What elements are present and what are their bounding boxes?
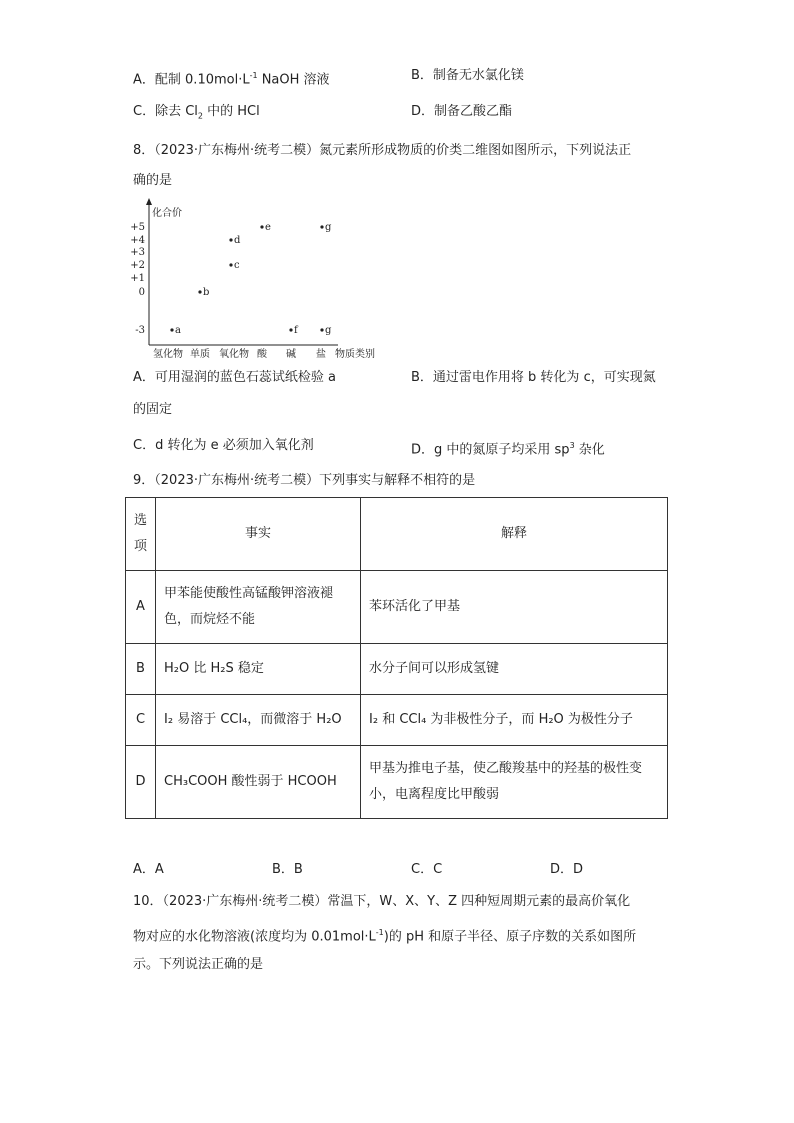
q9-option-a: A．A <box>133 862 164 877</box>
row-option: C <box>126 695 156 746</box>
y-tick-label: +3 <box>130 247 145 258</box>
q9-option-d: D．D <box>550 862 584 877</box>
y-tick-label: +4 <box>130 235 145 246</box>
row-explain-l1: 甲基为推电子基，使乙酸羧基中的羟基的极性变 <box>369 761 643 776</box>
header-option-l2: 项 <box>134 539 148 554</box>
q8-option-b: B．通过雷电作用将 b 转化为 c，可实现氮 <box>411 370 656 385</box>
x-tick-label: 盐 <box>316 349 326 360</box>
q9-stem: 9．（2023·广东梅州·统考二模）下列事实与解释不相符的是 <box>133 473 476 488</box>
row-option: D <box>126 746 156 819</box>
data-point <box>289 328 292 331</box>
row-fact: CH₃COOH 酸性弱于 HCOOH <box>156 746 361 819</box>
q8-option-d <box>411 437 605 459</box>
q10-line1: 10．（2023·广东梅州·统考二模）常温下，W、X、Y、Z 四种短周期元素的最高价氧化 <box>133 894 631 909</box>
q7-option-d: D．制备乙酸乙酯 <box>411 104 513 119</box>
q8-stem-line1: 8．（2023·广东梅州·统考二模）氮元素所形成物质的价类二维图如图所示，下列说法正 <box>133 143 632 158</box>
q10-line2 <box>133 924 636 946</box>
row-explain: 苯环活化了甲基 <box>361 571 668 644</box>
y-tick-label: -3 <box>135 325 145 336</box>
q8-stem-line2: 确的是 <box>133 173 173 188</box>
data-point <box>170 328 173 331</box>
q10-line2-post: )的 pH 和原子半径、原子序数的关系如图所 <box>383 929 637 945</box>
q8-option-b-cont: 的固定 <box>133 402 173 417</box>
table-row <box>126 571 668 644</box>
y-tick-label: +2 <box>130 260 145 271</box>
q7-option-c-text: C．除去 Cl <box>133 104 198 119</box>
header-explain: 解释 <box>361 498 668 571</box>
q8-option-d-text: D．g 中的氮原子均采用 sp <box>411 442 570 458</box>
q7-option-a-label: A． <box>133 72 155 88</box>
q7-option-a <box>133 67 330 89</box>
table-header-row <box>126 498 668 571</box>
q10-line2-sup: -1 <box>375 928 384 937</box>
q7-option-a-sup: -1 <box>249 71 258 80</box>
row-fact-l1: 甲苯能使酸性高锰酸钾溶液褪 <box>164 586 334 601</box>
q7-option-b: B．制备无水氯化镁 <box>411 68 524 83</box>
row-explain: I₂ 和 CCl₄ 为非极性分子，而 H₂O 为极性分子 <box>361 695 668 746</box>
y-tick-label: +1 <box>130 273 145 284</box>
row-explain-l2: 小，电离程度比甲酸弱 <box>369 787 500 802</box>
table-row <box>126 644 668 695</box>
data-point <box>198 290 201 293</box>
data-point-label: e <box>265 222 271 233</box>
x-tick-label: 氢化物 <box>153 349 183 360</box>
q7-option-a-post: NaOH 溶液 <box>257 72 330 88</box>
row-option: A <box>126 571 156 644</box>
row-explain <box>361 746 668 819</box>
q7-option-c-sub: 2 <box>197 111 203 121</box>
q9-table <box>125 497 668 819</box>
data-point-label: g <box>325 325 332 336</box>
q9-option-b: B．B <box>272 862 303 877</box>
data-point <box>229 238 232 241</box>
x-tick-label: 碱 <box>286 349 296 360</box>
data-point-label: g <box>325 222 332 233</box>
row-option: B <box>126 644 156 695</box>
data-point-label: f <box>294 325 298 336</box>
row-explain: 水分子间可以形成氢键 <box>361 644 668 695</box>
q7-option-c <box>133 103 260 126</box>
data-point <box>229 263 232 266</box>
data-point-label: c <box>234 260 240 271</box>
q10-line2-text: 物对应的水化物溶液(浓度均为 0.01mol·L <box>133 929 376 945</box>
header-option-l1: 选 <box>134 513 148 528</box>
x-axis-label: 物质类别 <box>335 349 375 360</box>
y-tick-label: 0 <box>138 287 145 298</box>
header-fact: 事实 <box>156 498 361 571</box>
header-option <box>126 498 156 571</box>
y-axis-label: 化合价 <box>152 208 182 219</box>
x-tick-label: 氧化物 <box>219 349 249 360</box>
q7-option-c-post: 中的 HCl <box>203 104 260 119</box>
x-tick-label: 酸 <box>257 349 267 360</box>
data-point-label: b <box>203 287 210 298</box>
table-row <box>126 695 668 746</box>
data-point-label: a <box>175 325 181 336</box>
q7-option-a-text: 配制 0.10mol·L <box>154 72 250 88</box>
data-point <box>260 225 263 228</box>
q8-option-a: A．可用湿润的蓝色石蕊试纸检验 a <box>133 370 336 385</box>
row-fact: H₂O 比 H₂S 稳定 <box>156 644 361 695</box>
q8-option-c: C．d 转化为 e 必须加入氧化剂 <box>133 438 314 453</box>
data-point <box>320 328 323 331</box>
row-fact: I₂ 易溶于 CCl₄，而微溶于 H₂O <box>156 695 361 746</box>
q8-option-d-post: 杂化 <box>574 442 605 458</box>
y-tick-label: +5 <box>130 222 145 233</box>
q9-option-c: C．C <box>411 862 443 877</box>
table-row <box>126 746 668 819</box>
q10-line3: 示。下列说法正确的是 <box>133 957 264 972</box>
y-axis-arrow <box>146 198 152 205</box>
data-point-label: d <box>234 235 241 246</box>
row-fact-l2: 色，而烷烃不能 <box>164 612 256 627</box>
row-fact <box>156 571 361 644</box>
valence-category-chart <box>128 195 388 365</box>
data-point <box>320 225 323 228</box>
x-tick-label: 单质 <box>190 349 210 360</box>
q8-option-d-sup: 3 <box>569 441 575 450</box>
